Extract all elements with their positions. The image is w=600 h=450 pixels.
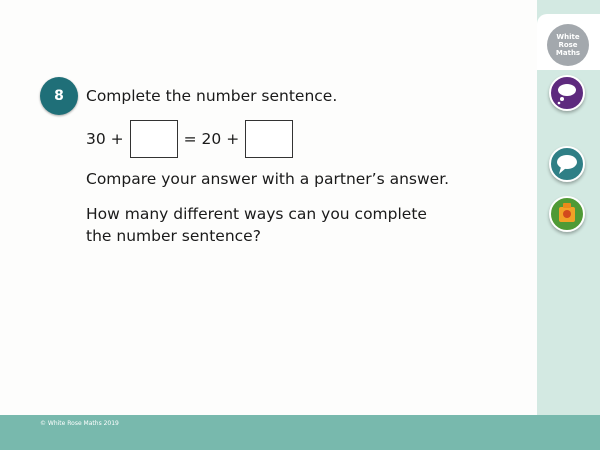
logo-line-2: Rose xyxy=(558,41,578,49)
logo-line-3: Maths xyxy=(555,49,581,57)
answer-box-2[interactable] xyxy=(245,120,293,158)
cube-icon xyxy=(549,196,585,232)
logo-line-1: White xyxy=(556,33,580,41)
question-number: 8 xyxy=(54,88,64,104)
sentence-part-1: 30 + xyxy=(86,130,124,148)
how-many-line-1: How many different ways can you complete xyxy=(86,205,427,223)
how-many-line-2: the number sentence? xyxy=(86,227,261,245)
question-number-badge xyxy=(40,77,78,115)
compare-instruction: Compare your answer with a partner’s answer. xyxy=(86,170,450,188)
sentence-part-2: = 20 + xyxy=(183,130,240,148)
answer-box-1[interactable] xyxy=(130,120,178,158)
copyright-text: © White Rose Maths 2019 xyxy=(40,420,119,427)
think-bubble-icon xyxy=(549,75,585,111)
speech-bubble-icon xyxy=(549,146,585,182)
white-rose-maths-logo xyxy=(547,24,589,66)
question-prompt: Complete the number sentence. xyxy=(86,87,338,105)
number-sentence xyxy=(86,118,299,160)
